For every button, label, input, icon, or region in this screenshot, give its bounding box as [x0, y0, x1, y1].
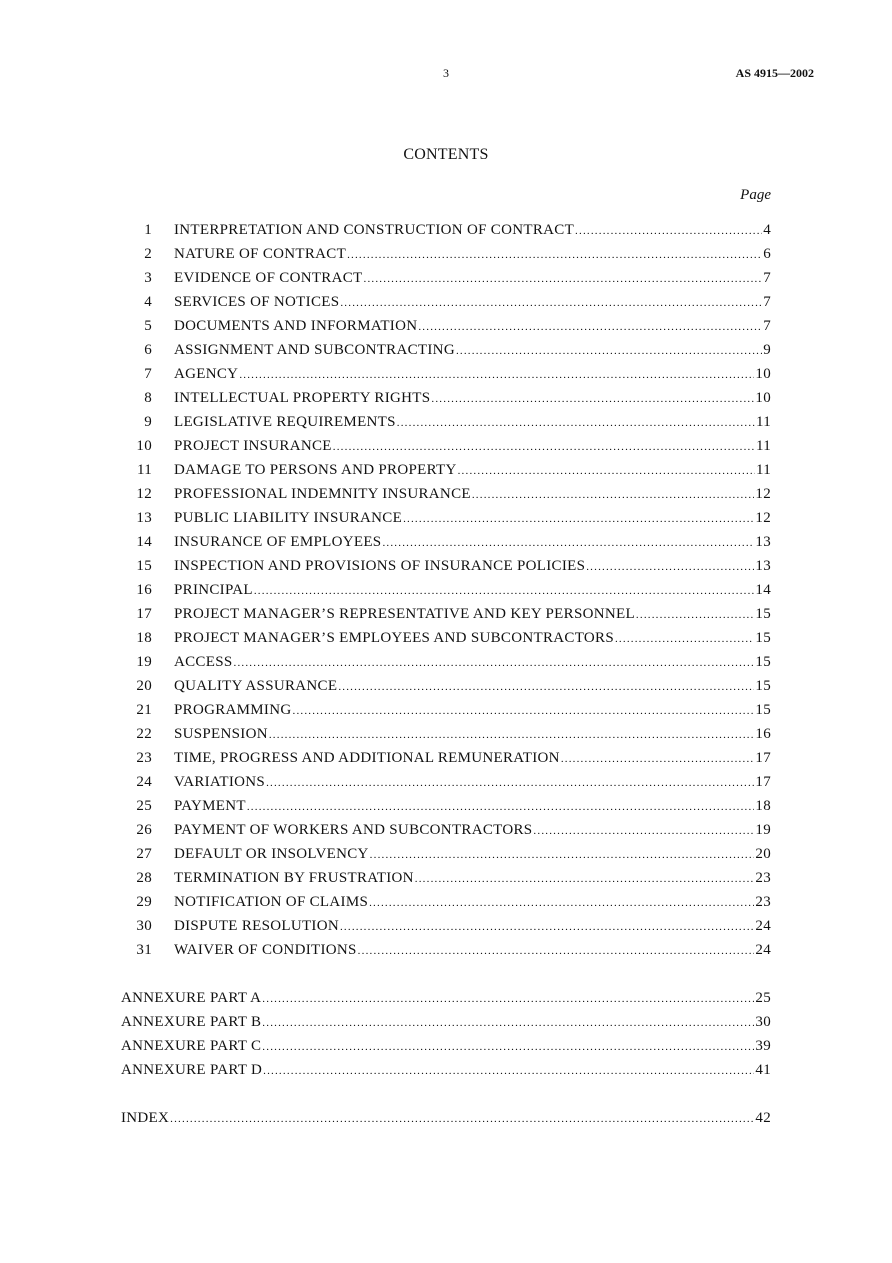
toc-entry[interactable]: [0, 530, 892, 554]
dot-leader: [364, 267, 763, 291]
toc-entry-page: 11: [755, 462, 771, 478]
toc-entry-number: 10: [136, 438, 152, 454]
toc-line: [174, 842, 771, 867]
toc-entry-page: 15: [755, 630, 771, 646]
toc-entry-title: PUBLIC LIABILITY INSURANCE: [174, 510, 403, 526]
toc-entry-number: 3: [144, 270, 152, 286]
toc-entry-title: PROFESSIONAL INDEMNITY INSURANCE: [174, 486, 471, 502]
dot-leader: [266, 771, 754, 795]
toc-entry-number: 15: [136, 558, 152, 574]
toc-line: [174, 218, 771, 243]
toc-line: [174, 746, 771, 771]
toc-entry-page: 9: [763, 342, 771, 358]
toc-line: [174, 482, 771, 507]
toc-entry[interactable]: [0, 770, 892, 794]
toc-entry-number: 11: [136, 462, 152, 478]
toc-entry-number: 13: [136, 510, 152, 526]
toc-entry-number: 21: [136, 702, 152, 718]
toc-entry-number: 14: [136, 534, 152, 550]
toc-line: [174, 458, 771, 483]
toc-entry-title: LEGISLATIVE REQUIREMENTS: [174, 414, 396, 430]
toc-annexure[interactable]: [0, 1034, 892, 1058]
toc-entry-number: 18: [136, 630, 152, 646]
dot-leader: [369, 891, 754, 915]
dot-leader: [561, 747, 755, 771]
toc-entry[interactable]: [0, 818, 892, 842]
toc-entry[interactable]: [0, 218, 892, 242]
toc-entry-title: INSPECTION AND PROVISIONS OF INSURANCE POLICIES: [174, 558, 586, 574]
toc-entry[interactable]: [0, 434, 892, 458]
toc-entry[interactable]: [0, 578, 892, 602]
toc-entry[interactable]: [0, 698, 892, 722]
toc-line: [121, 986, 771, 1011]
toc-entry-number: 28: [136, 870, 152, 886]
dot-leader: [636, 603, 754, 627]
toc-entry-page: 15: [755, 606, 771, 622]
page-column-label: Page: [740, 187, 771, 203]
toc-entry[interactable]: [0, 242, 892, 266]
toc-entry-number: 19: [136, 654, 152, 670]
toc-entry-title: ANNEXURE PART D: [121, 1062, 263, 1078]
toc-entry-page: 16: [755, 726, 771, 742]
dot-leader: [586, 555, 754, 579]
toc-entry-title: EVIDENCE OF CONTRACT: [174, 270, 363, 286]
toc-line: [174, 770, 771, 795]
toc-entry-number: 9: [144, 414, 152, 430]
toc-line: [174, 698, 771, 723]
toc-entry-number: 27: [136, 846, 152, 862]
toc-entry-page: 18: [755, 798, 771, 814]
toc-entry-number: 2: [144, 246, 152, 262]
toc-entry-title: TIME, PROGRESS AND ADDITIONAL REMUNERATION: [174, 750, 560, 766]
toc-entry-page: 15: [755, 702, 771, 718]
toc-entry-page: 23: [755, 894, 771, 910]
dot-leader: [338, 675, 754, 699]
toc-entry-number: 23: [136, 750, 152, 766]
dot-leader: [456, 339, 762, 363]
toc-entry-title: DEFAULT OR INSOLVENCY: [174, 846, 369, 862]
toc-annexure[interactable]: [0, 986, 892, 1010]
toc-line: [174, 386, 771, 411]
toc-entry-number: 5: [144, 318, 152, 334]
toc-entry-page: 15: [755, 654, 771, 670]
dot-leader: [254, 579, 755, 603]
toc-entry[interactable]: [0, 794, 892, 818]
toc-entry[interactable]: [0, 722, 892, 746]
dot-leader: [458, 459, 755, 483]
toc-line: [121, 1010, 771, 1035]
toc-entry-page: 24: [755, 942, 771, 958]
toc-entry[interactable]: [0, 386, 892, 410]
toc-entry-title: PROJECT INSURANCE: [174, 438, 332, 454]
toc-entry[interactable]: [0, 746, 892, 770]
toc-line: [174, 266, 771, 291]
toc-entry-page: 12: [755, 486, 771, 502]
page-title: CONTENTS: [403, 146, 489, 163]
dot-leader: [403, 507, 754, 531]
toc-entry-page: 10: [755, 366, 771, 382]
toc-entry-title: AGENCY: [174, 366, 239, 382]
toc-entry-page: 42: [755, 1110, 771, 1126]
dot-leader: [431, 387, 754, 411]
toc-entry-title: INTELLECTUAL PROPERTY RIGHTS: [174, 390, 431, 406]
dot-leader: [347, 243, 762, 267]
dot-leader: [472, 483, 755, 507]
toc-entry-title: NOTIFICATION OF CLAIMS: [174, 894, 369, 910]
toc-entry-page: 4: [763, 222, 771, 238]
toc-entry-number: 29: [136, 894, 152, 910]
document-id: AS 4915—2002: [735, 66, 814, 80]
toc-entry-page: 24: [755, 918, 771, 934]
toc-entry-page: 14: [755, 582, 771, 598]
toc-entry-page: 15: [755, 678, 771, 694]
toc-entry-title: SERVICES OF NOTICES: [174, 294, 340, 310]
toc-line: [174, 530, 771, 555]
toc-entry-title: DOCUMENTS AND INFORMATION: [174, 318, 418, 334]
toc-entry-page: 20: [755, 846, 771, 862]
toc-entry[interactable]: [0, 290, 892, 314]
toc-entry[interactable]: [0, 914, 892, 938]
toc-entry-title: ASSIGNMENT AND SUBCONTRACTING: [174, 342, 455, 358]
toc-entry-page: 7: [763, 318, 771, 334]
toc-entry-number: 31: [136, 942, 152, 958]
toc-entry[interactable]: [0, 266, 892, 290]
dot-leader: [234, 651, 755, 675]
toc-line: [174, 890, 771, 915]
page-number: 3: [443, 66, 449, 80]
toc-entry[interactable]: [0, 602, 892, 626]
dot-leader: [370, 843, 755, 867]
toc-entry[interactable]: [0, 554, 892, 578]
toc-entry-page: 7: [763, 294, 771, 310]
dot-leader: [262, 1011, 754, 1035]
toc-entry[interactable]: [0, 458, 892, 482]
dot-leader: [615, 627, 754, 651]
toc-entry-page: 19: [755, 822, 771, 838]
toc-entry-title: DISPUTE RESOLUTION: [174, 918, 339, 934]
toc-entry-page: 17: [755, 774, 771, 790]
toc-line: [174, 626, 771, 651]
toc-entry[interactable]: [0, 410, 892, 434]
dot-leader: [269, 723, 755, 747]
toc-entry-page: 25: [755, 990, 771, 1006]
toc-entry-title: ANNEXURE PART C: [121, 1038, 262, 1054]
toc-line: [174, 290, 771, 315]
dot-leader: [533, 819, 754, 843]
toc-entry[interactable]: [0, 338, 892, 362]
toc-entry[interactable]: [0, 842, 892, 866]
toc-entry-title: NATURE OF CONTRACT: [174, 246, 347, 262]
toc-line: [174, 554, 771, 579]
toc-entry-number: 17: [136, 606, 152, 622]
toc-entry-title: PROJECT MANAGER’S EMPLOYEES AND SUBCONTRACTORS: [174, 630, 614, 646]
toc-line: [174, 410, 771, 435]
toc-entry-number: 1: [144, 222, 152, 238]
toc-entry-page: 11: [755, 414, 771, 430]
toc-line: [174, 602, 771, 627]
toc-entry[interactable]: [0, 938, 892, 962]
toc-entry-number: 12: [136, 486, 152, 502]
toc-entry-number: 16: [136, 582, 152, 598]
toc-line: [121, 1106, 771, 1131]
toc-entry-title: PAYMENT OF WORKERS AND SUBCONTRACTORS: [174, 822, 533, 838]
dot-leader: [575, 219, 762, 243]
toc-entry[interactable]: [0, 626, 892, 650]
dot-leader: [415, 867, 755, 891]
toc-entry-page: 17: [755, 750, 771, 766]
toc-entry-title: QUALITY ASSURANCE: [174, 678, 338, 694]
toc-line: [174, 818, 771, 843]
toc-entry-page: 13: [755, 558, 771, 574]
toc-entry-number: 22: [136, 726, 152, 742]
dot-leader: [340, 291, 762, 315]
toc-line: [174, 434, 771, 459]
dot-leader: [397, 411, 755, 435]
dot-leader: [382, 531, 754, 555]
dot-leader: [333, 435, 755, 459]
toc-entry[interactable]: [0, 314, 892, 338]
toc-entry-title: PROGRAMMING: [174, 702, 292, 718]
toc-entry[interactable]: [0, 482, 892, 506]
toc-line: [174, 674, 771, 699]
toc-line: [174, 650, 771, 675]
toc-entry-title: VARIATIONS: [174, 774, 266, 790]
toc-entry[interactable]: [0, 674, 892, 698]
toc-entry-title: INSURANCE OF EMPLOYEES: [174, 534, 382, 550]
toc-entry-title: ANNEXURE PART A: [121, 990, 262, 1006]
toc-entry-page: 30: [755, 1014, 771, 1030]
toc-entry-page: 11: [755, 438, 771, 454]
toc-entry-number: 20: [136, 678, 152, 694]
toc-entry-title: PRINCIPAL: [174, 582, 253, 598]
toc-entry[interactable]: [0, 650, 892, 674]
toc-line: [174, 866, 771, 891]
toc-entry-page: 13: [755, 534, 771, 550]
toc-entry-title: DAMAGE TO PERSONS AND PROPERTY: [174, 462, 457, 478]
toc-entry[interactable]: [0, 362, 892, 386]
toc-entry-title: WAIVER OF CONDITIONS: [174, 942, 357, 958]
toc-entry-page: 41: [755, 1062, 771, 1078]
toc-entry-page: 39: [755, 1038, 771, 1054]
dot-leader: [170, 1107, 754, 1131]
toc-line: [174, 578, 771, 603]
toc-line: [121, 1058, 771, 1083]
dot-leader: [262, 1035, 754, 1059]
toc-entry-title: INTERPRETATION AND CONSTRUCTION OF CONTRACT: [174, 222, 575, 238]
dot-leader: [239, 363, 754, 387]
toc-line: [174, 794, 771, 819]
toc-line: [121, 1034, 771, 1059]
toc-line: [174, 362, 771, 387]
toc-entry-title: PAYMENT: [174, 798, 246, 814]
toc-entry-number: 30: [136, 918, 152, 934]
toc-line: [174, 722, 771, 747]
toc-line: [174, 938, 771, 963]
toc-entry[interactable]: [0, 866, 892, 890]
toc-line: [174, 506, 771, 531]
toc-entry-page: 6: [763, 246, 771, 262]
toc-entry-title: PROJECT MANAGER’S REPRESENTATIVE AND KEY PERSONNEL: [174, 606, 635, 622]
toc-index[interactable]: [0, 1106, 892, 1130]
toc-entry-number: 7: [144, 366, 152, 382]
toc-line: [174, 314, 771, 339]
toc-entry[interactable]: [0, 506, 892, 530]
dot-leader: [263, 1059, 754, 1083]
toc-entry-number: 8: [144, 390, 152, 406]
toc-entry-number: 26: [136, 822, 152, 838]
toc-entry-title: INDEX: [121, 1110, 170, 1126]
toc-line: [174, 242, 771, 267]
toc-entry-number: 24: [136, 774, 152, 790]
toc-entry-page: 23: [755, 870, 771, 886]
toc-line: [174, 338, 771, 363]
toc-entry-title: ANNEXURE PART B: [121, 1014, 262, 1030]
dot-leader: [340, 915, 754, 939]
dot-leader: [358, 939, 755, 963]
dot-leader: [262, 987, 754, 1011]
toc-entry[interactable]: [0, 890, 892, 914]
toc-entry-number: 25: [136, 798, 152, 814]
toc-entry-page: 10: [755, 390, 771, 406]
toc-entry-title: TERMINATION BY FRUSTRATION: [174, 870, 414, 886]
toc-annexure[interactable]: [0, 1010, 892, 1034]
toc-entry-page: 7: [763, 270, 771, 286]
dot-leader: [247, 795, 755, 819]
toc-line: [174, 914, 771, 939]
dot-leader: [418, 315, 762, 339]
toc-entry-number: 4: [144, 294, 152, 310]
toc-entry-title: ACCESS: [174, 654, 233, 670]
toc-annexure[interactable]: [0, 1058, 892, 1082]
toc-entry-title: SUSPENSION: [174, 726, 268, 742]
dot-leader: [293, 699, 755, 723]
toc-entry-number: 6: [144, 342, 152, 358]
toc-entry-page: 12: [755, 510, 771, 526]
